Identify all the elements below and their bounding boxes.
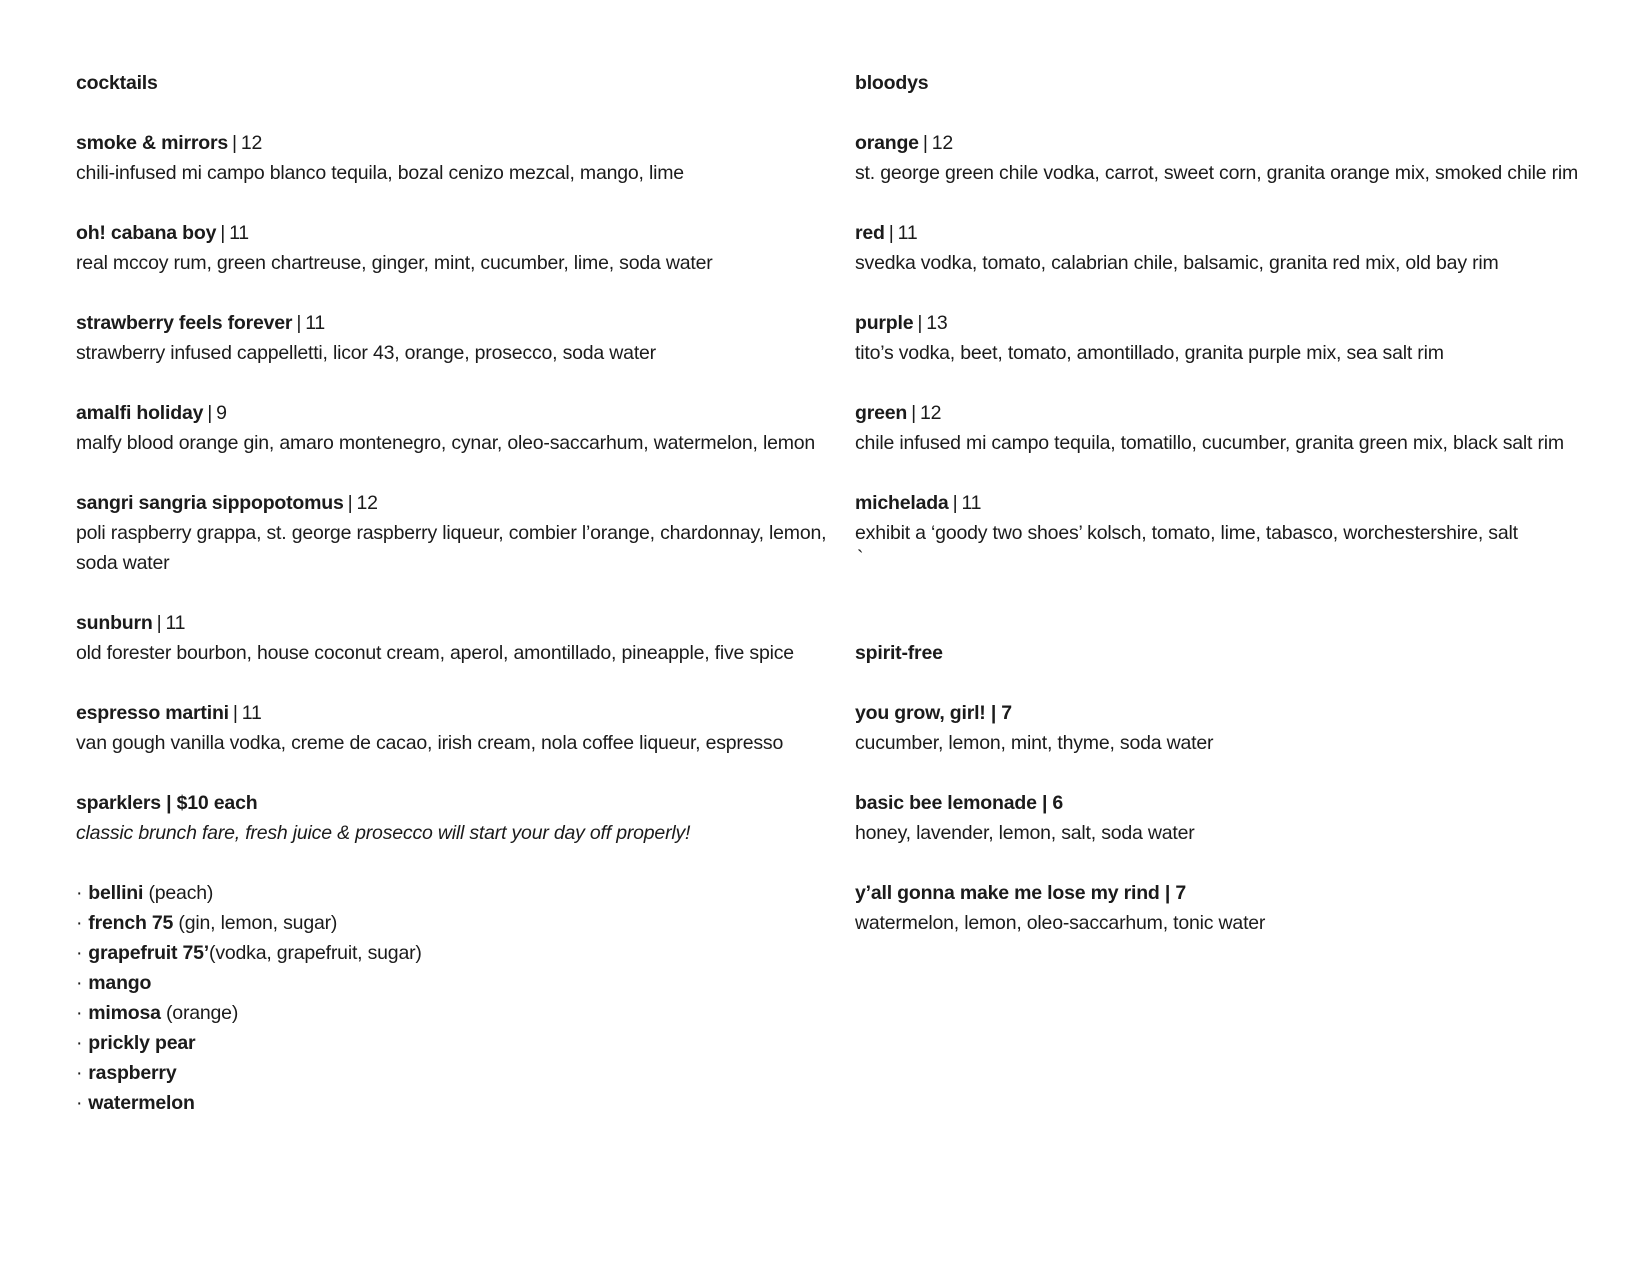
item-name: sangri sangria sippopotomus xyxy=(76,492,344,514)
bloodys-title: bloodys xyxy=(855,72,929,94)
price-separator: | xyxy=(917,312,923,334)
list-item xyxy=(76,878,846,908)
menu-item xyxy=(855,218,1635,278)
menu-item xyxy=(76,608,846,668)
price-separator: | xyxy=(207,402,213,424)
price-separator: | xyxy=(296,312,302,334)
left-column xyxy=(76,68,846,1118)
item-description: real mccoy rum, green chartreuse, ginger, mint, cucumber, lime, soda water xyxy=(76,252,713,274)
item-heading: basic bee lemonade | 6 xyxy=(855,792,1064,814)
sparkler-name: bellini xyxy=(88,882,144,904)
item-price: 12 xyxy=(919,402,942,424)
sparkler-note: (peach) xyxy=(143,882,214,904)
item-name: strawberry feels forever xyxy=(76,312,293,334)
menu-item xyxy=(855,878,1635,938)
item-price: 11 xyxy=(961,492,982,514)
item-name: sunburn xyxy=(76,612,153,634)
item-description: poli raspberry grappa, st. george raspberry liqueur, combier l’orange, chardonnay, lemon, soda water xyxy=(76,522,827,574)
sparklers-tagline: classic brunch fare, fresh juice & prosecco will start your day off properly! xyxy=(76,822,691,844)
item-price: 9 xyxy=(216,402,227,424)
price-separator: | xyxy=(220,222,226,244)
stray-mark: ` xyxy=(857,547,864,569)
spirit-free-title: spirit-free xyxy=(855,642,943,664)
right-column xyxy=(855,68,1635,968)
item-name: espresso martini xyxy=(76,702,229,724)
menu-item xyxy=(76,308,846,368)
menu-item xyxy=(855,308,1635,368)
sparkler-name: mimosa xyxy=(88,1002,161,1024)
item-price: 12 xyxy=(931,132,953,154)
item-description: cucumber, lemon, mint, thyme, soda water xyxy=(855,732,1214,754)
bullet: · xyxy=(76,1092,83,1114)
sparkler-name: prickly pear xyxy=(88,1032,196,1054)
item-name: smoke & mirrors xyxy=(76,132,228,154)
item-description: malfy blood orange gin, amaro montenegro, cynar, oleo-saccarhum, watermelon, lemon xyxy=(76,432,816,454)
sparklers-list xyxy=(76,878,846,1118)
item-name: orange xyxy=(855,132,919,154)
menu-item xyxy=(855,128,1635,188)
price-separator: | xyxy=(231,132,237,154)
menu-item xyxy=(76,398,846,458)
cocktails-title: cocktails xyxy=(76,72,158,94)
item-description: honey, lavender, lemon, salt, soda water xyxy=(855,822,1195,844)
sparkler-name: watermelon xyxy=(88,1092,195,1114)
menu-item xyxy=(76,218,846,278)
bullet: · xyxy=(76,882,83,904)
item-price: 12 xyxy=(356,492,378,514)
sparkler-name: raspberry xyxy=(88,1062,177,1084)
price-separator: | xyxy=(347,492,353,514)
item-description: st. george green chile vodka, carrot, sweet corn, granita orange mix, smoked chile rim xyxy=(855,162,1579,184)
menu-item xyxy=(855,488,1635,548)
item-name: purple xyxy=(855,312,914,334)
item-description: watermelon, lemon, oleo-saccarhum, tonic water xyxy=(855,912,1266,934)
item-name: michelada xyxy=(855,492,949,514)
list-item xyxy=(76,1058,846,1088)
price-separator: | xyxy=(952,492,958,514)
sparkler-name: french 75 xyxy=(88,912,174,934)
bullet: · xyxy=(76,972,83,994)
list-item xyxy=(76,1028,846,1058)
item-name: green xyxy=(855,402,908,424)
item-name: red xyxy=(855,222,885,244)
price-separator: | xyxy=(156,612,162,634)
item-description: van gough vanilla vodka, creme de cacao, irish cream, nola coffee liqueur, espresso xyxy=(76,732,784,754)
list-item xyxy=(76,998,846,1028)
menu-item xyxy=(76,488,846,578)
price-separator: | xyxy=(922,132,928,154)
item-name: amalfi holiday xyxy=(76,402,204,424)
menu-item xyxy=(76,698,846,758)
sparkler-note: (vodka, grapefruit, sugar) xyxy=(209,942,422,964)
bullet: · xyxy=(76,912,83,934)
item-heading: y’all gonna make me lose my rind | 7 xyxy=(855,882,1186,904)
bullet: · xyxy=(76,1002,83,1024)
item-name: oh! cabana boy xyxy=(76,222,217,244)
sparkler-name: grapefruit 75’ xyxy=(88,942,210,964)
item-price: 12 xyxy=(240,132,263,154)
menu-item xyxy=(855,788,1635,848)
item-price: 11 xyxy=(241,702,262,724)
list-item xyxy=(76,968,846,998)
item-price: 11 xyxy=(165,612,186,634)
price-separator: | xyxy=(232,702,238,724)
list-item xyxy=(76,938,846,968)
bullet: · xyxy=(76,942,83,964)
list-item xyxy=(76,908,846,938)
sparklers-heading: sparklers | $10 each xyxy=(76,792,258,814)
item-description: tito’s vodka, beet, tomato, amontillado, granita purple mix, sea salt rim xyxy=(855,342,1444,364)
menu-item xyxy=(855,698,1635,758)
sparkler-note: (gin, lemon, sugar) xyxy=(173,912,338,934)
bullet: · xyxy=(76,1032,83,1054)
item-description: chili-infused mi campo blanco tequila, bozal cenizo mezcal, mango, lime xyxy=(76,162,684,184)
menu-item xyxy=(76,128,846,188)
item-description: strawberry infused cappelletti, licor 43, orange, prosecco, soda water xyxy=(76,342,656,364)
item-description: chile infused mi campo tequila, tomatillo, cucumber, granita green mix, black salt rim xyxy=(855,432,1564,454)
sparkler-note: (orange) xyxy=(160,1002,239,1024)
item-description: old forester bourbon, house coconut cream, aperol, amontillado, pineapple, five spice xyxy=(76,642,794,664)
item-price: 11 xyxy=(897,222,918,244)
bullet: · xyxy=(76,1062,83,1084)
price-separator: | xyxy=(911,402,916,424)
sparkler-name: mango xyxy=(88,972,152,994)
item-price: 11 xyxy=(305,312,326,334)
item-price: 11 xyxy=(229,222,249,244)
item-description: svedka vodka, tomato, calabrian chile, balsamic, granita red mix, old bay rim xyxy=(855,252,1499,274)
list-item xyxy=(76,1088,846,1118)
item-price: 13 xyxy=(926,312,948,334)
item-description: exhibit a ‘goody two shoes’ kolsch, tomato, lime, tabasco, worchestershire, salt xyxy=(855,522,1518,544)
menu-item xyxy=(855,398,1635,458)
price-separator: | xyxy=(888,222,894,244)
item-heading: you grow, girl! | 7 xyxy=(855,702,1012,724)
